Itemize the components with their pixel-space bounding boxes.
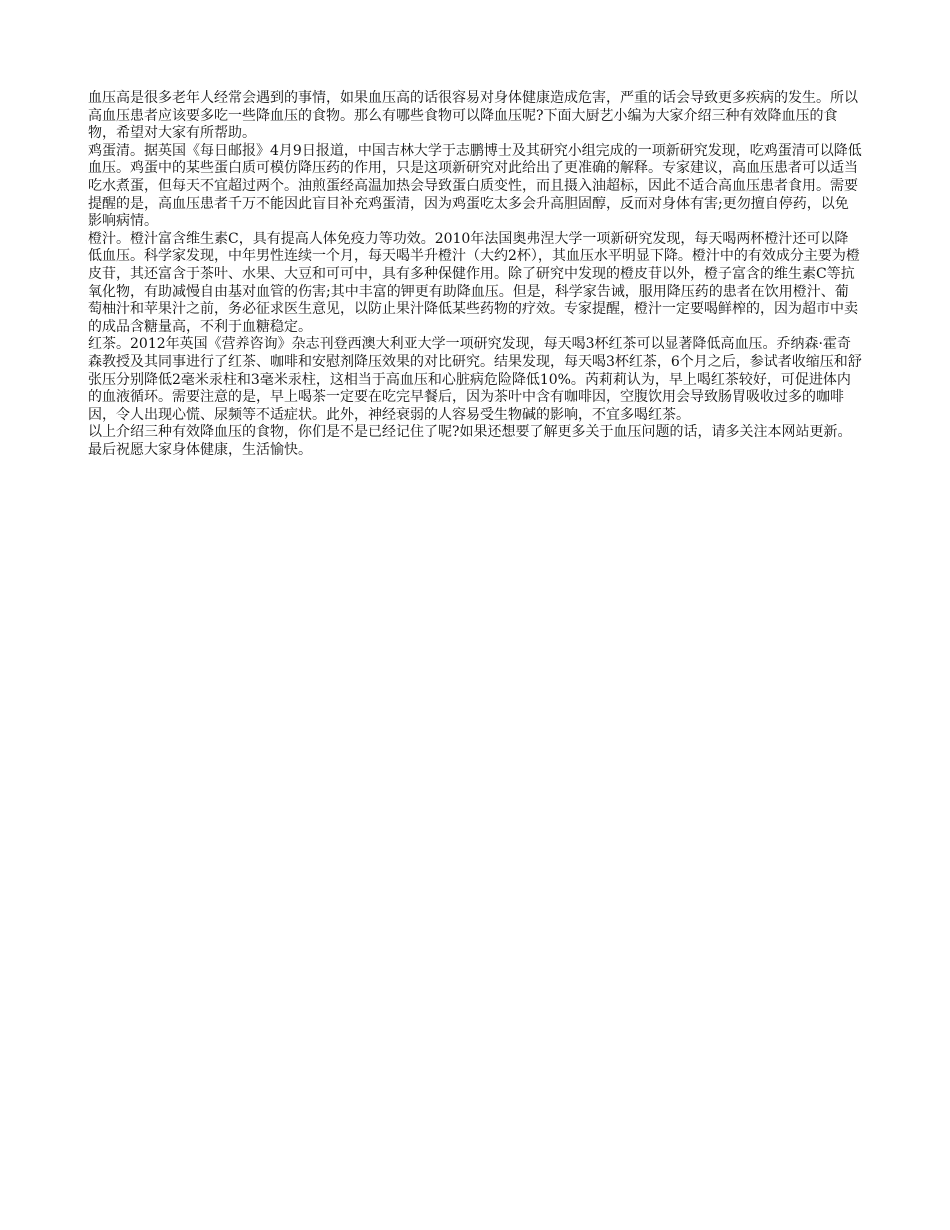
black-tea-paragraph: 红茶。2012年英国《营养咨询》杂志刊登西澳大利亚大学一项研究发现，每天喝3杯红茶可以显著降低高血压。乔纳森·霍奇森教授及其同事进行了红茶、咖啡和安慰剂降压效果的对比研究。结果发现，每天喝3杯红茶，6个月之后，参试者收缩压和舒张压分别降低2毫米汞柱和3毫米汞柱，这相当于高血压和心脏病危险降低10%。芮莉莉认为，早上喝红茶较好，可促进体内的血液循环。需要注意的是，早上喝茶一定要在吃完早餐后，因为茶叶中含有咖啡因，空腹饮用会导致肠胃吸收过多的咖啡因，令人出现心慌、尿频等不适症状。此外，神经衰弱的人容易受生物碱的影响，不宜多喝红茶。 [88,336,862,423]
intro-paragraph: 血压高是很多老年人经常会遇到的事情，如果血压高的话很容易对身体健康造成危害，严重的话会导致更多疾病的发生。所以高血压患者应该要多吃一些降血压的食物。那么有哪些食物可以降血压呢?下面大厨艺小编为大家介绍三种有效降血压的食物，希望对大家有所帮助。 [88,90,858,142]
conclusion-paragraph: 以上介绍三种有效降血压的食物，你们是不是已经记住了呢?如果还想要了解更多关于血压问题的话，请多关注本网站更新。最后祝愿大家身体健康，生活愉快。 [88,424,852,458]
orange-juice-paragraph: 橙汁。橙汁富含维生素C，具有提高人体免疫力等功效。2010年法国奥弗涅大学一项新研究发现，每天喝两杯橙汁还可以降低血压。科学家发现，中年男性连续一个月，每天喝半升橙汁（大约2杯），其血压水平明显下降。橙汁中的有效成分主要为橙皮苷，其还富含于茶叶、水果、大豆和可可中，具有多种保健作用。除了研究中发现的橙皮苷以外，橙子富含的维生素C等抗氧化物，有助减慢自由基对血管的伤害;其中丰富的钾更有助降血压。但是，科学家告诫，服用降压药的患者在饮用橙汁、葡萄柚汁和苹果汁之前，务必征求医生意见，以防止果汁降低某些药物的疗效。专家提醒，橙汁一定要喝鲜榨的，因为超市中卖的成品含糖量高，不利于血糖稳定。 [88,230,860,335]
document-body [88,90,862,459]
egg-white-paragraph: 鸡蛋清。据英国《每日邮报》4月9日报道，中国吉林大学于志鹏博士及其研究小组完成的一项新研究发现，吃鸡蛋清可以降低血压。鸡蛋中的某些蛋白质可模仿降压药的作用，只是这项新研究对此给出了更准确的解释。专家建议，高血压患者可以适当吃水煮蛋，但每天不宜超过两个。油煎蛋经高温加热会导致蛋白质变性，而且摄入油超标，因此不适合高血压患者食用。需要提醒的是，高血压患者千万不能因此盲目补充鸡蛋清，因为鸡蛋吃太多会升高胆固醇，反而对身体有害;更勿擅自停药，以免影响病情。 [88,142,862,230]
